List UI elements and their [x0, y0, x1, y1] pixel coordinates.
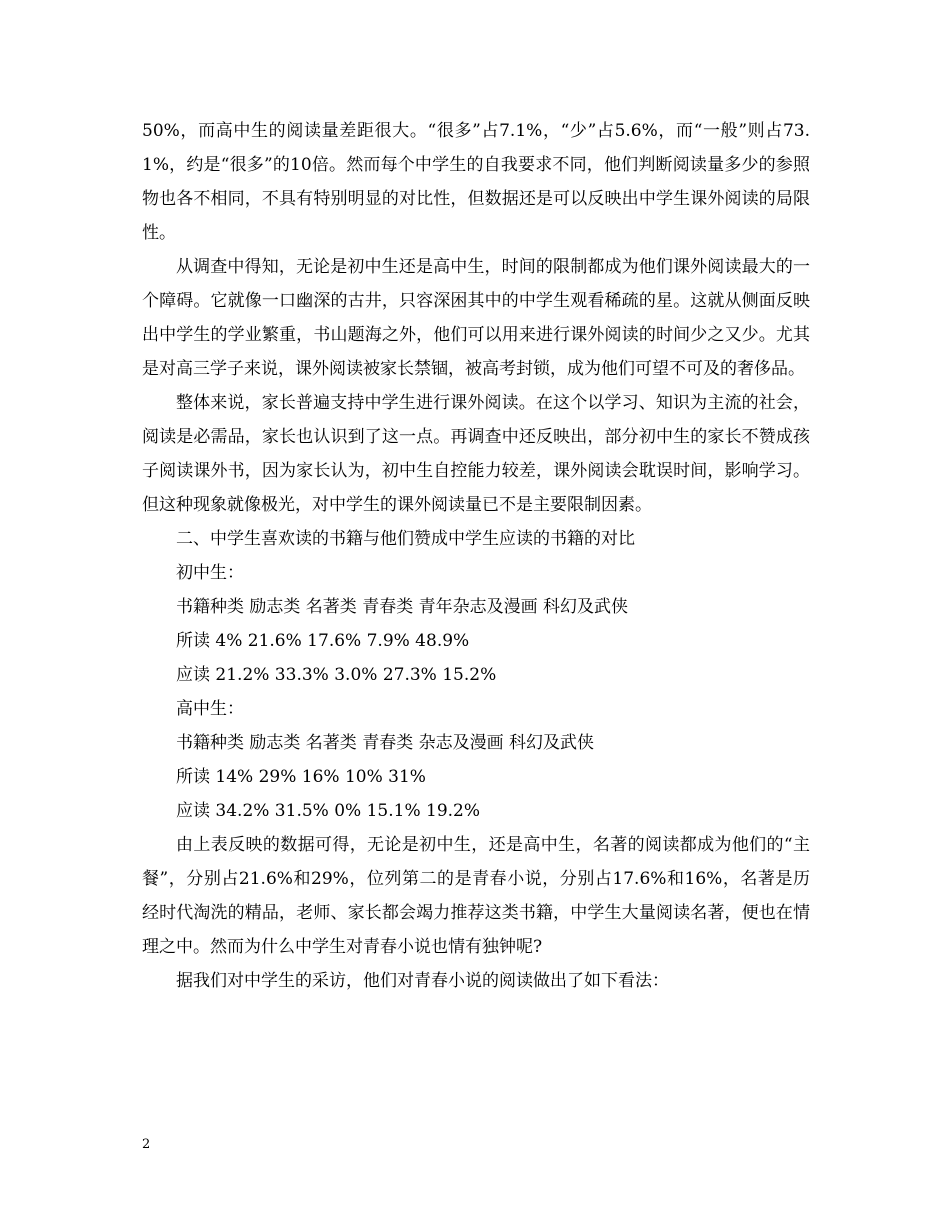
- senior-table-header: 书籍种类 励志类 名著类 青春类 杂志及漫画 科幻及武侠: [176, 733, 595, 753]
- paragraph-reading-amount: 50%，而高中生的阅读量差距很大。“很多”占7.1%，“少”占5.6%，而“一般”则占73.1%，约是“很多”的10倍。然而每个中学生的自我要求不同，他们判断阅读量多少的参照物也各不相同，不具有特别明显的对比性，但数据还是可以反映出中学生课外阅读的局限性。: [142, 121, 810, 243]
- paragraph-interview: 据我们对中学生的采访，他们对青春小说的阅读做出了如下看法：: [176, 971, 669, 991]
- junior-table-header: 书籍种类 励志类 名著类 青春类 青年杂志及漫画 科幻及武侠: [176, 597, 629, 617]
- senior-table-read-row: 所读 14% 29% 16% 10% 31%: [176, 767, 426, 787]
- senior-label: 高中生：: [176, 699, 244, 719]
- page-content: [142, 114, 810, 998]
- junior-table-should-row: 应读 21.2% 33.3% 3.0% 27.3% 15.2%: [176, 665, 497, 685]
- page-number: 2: [142, 1137, 151, 1152]
- junior-label: 初中生：: [176, 563, 244, 583]
- paragraph-time-limit: 从调查中得知，无论是初中生还是高中生，时间的限制都成为他们课外阅读最大的一个障碍。它就像一口幽深的古井，只容深困其中的中学生观看稀疏的星。这就从侧面反映出中学生的学业繁重，书山题海之外，他们可以用来进行课外阅读的时间少之又少。尤其是对高三学子来说，课外阅读被家长禁锢，被高考封锁，成为他们可望不可及的奢侈品。: [142, 257, 810, 379]
- paragraph-parent-support: 整体来说，家长普遍支持中学生进行课外阅读。在这个以学习、知识为主流的社会，阅读是必需品，家长也认识到了这一点。再调查中还反映出，部分初中生的家长不赞成孩子阅读课外书，因为家长认为，初中生自控能力较差，课外阅读会耽误时间，影响学习。但这种现象就像极光，对中学生的课外阅读量已不是主要限制因素。: [142, 393, 810, 515]
- section-heading: 二、中学生喜欢读的书籍与他们赞成中学生应读的书籍的对比: [176, 529, 635, 549]
- junior-table-read-row: 所读 4% 21.6% 17.6% 7.9% 48.9%: [176, 631, 470, 651]
- paragraph-analysis: 由上表反映的数据可得，无论是初中生，还是高中生，名著的阅读都成为他们的“主餐”，分别占21.6%和29%，位列第二的是青春小说，分别占17.6%和16%，名著是历经时代淘洗的精品，老师、家长都会竭力推荐这类书籍，中学生大量阅读名著，便也在情理之中。然而为什么中学生对青春小说也情有独钟呢?: [142, 835, 810, 957]
- senior-table-should-row: 应读 34.2% 31.5% 0% 15.1% 19.2%: [176, 801, 481, 821]
